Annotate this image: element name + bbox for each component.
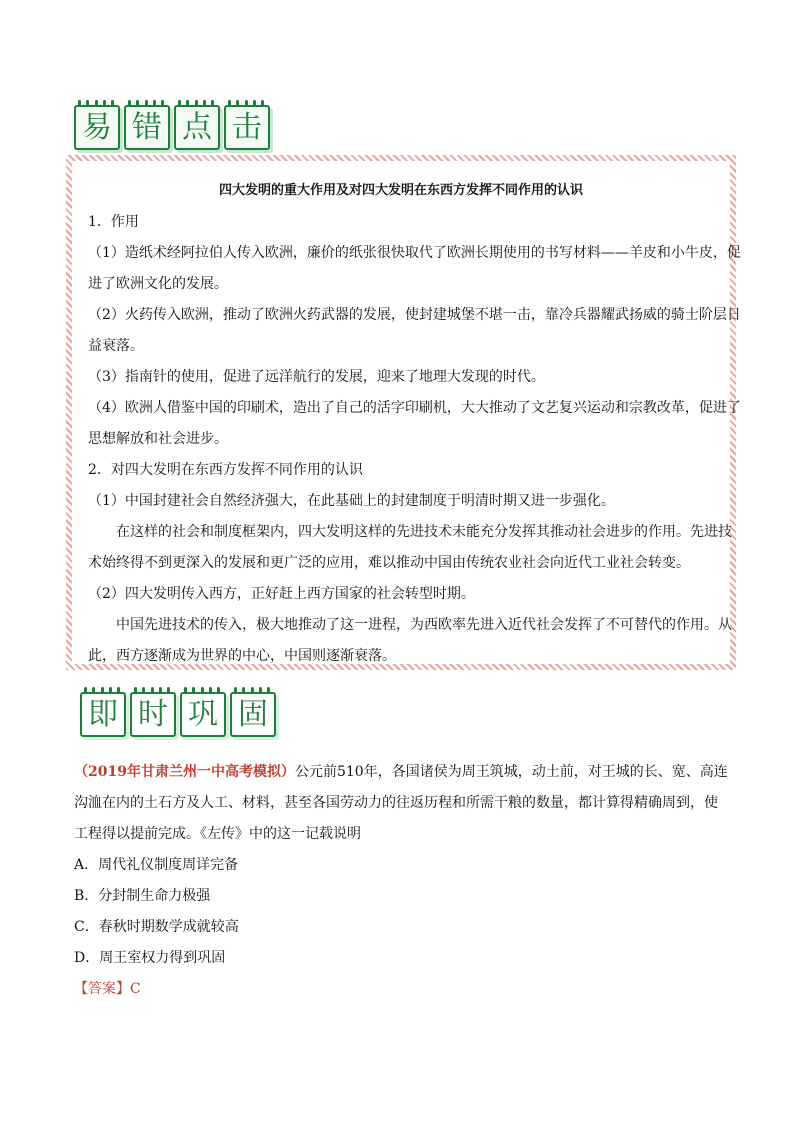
- knowledge-line: （2）火药传入欧洲，推动了欧洲火药武器的发展，使封建城堡不堪一击，靠冷兵器耀武扬威的骑士阶层日: [88, 307, 741, 323]
- knowledge-line: 益衰落。: [88, 338, 144, 354]
- question-stem-line: 沟洫在内的土石方及人工、材料，甚至各国劳动力的往返历程和所需干粮的数量，都计算得精确周到，使: [74, 795, 718, 811]
- question-stem-line: 工程得以提前完成。《左传》中的这一记载说明: [74, 826, 361, 842]
- knowledge-line: 术始终得不到更深入的发展和更广泛的应用，难以推动中国由传统农业社会向近代工业社会转变。: [88, 555, 690, 571]
- heading-char: 即: [80, 692, 126, 737]
- knowledge-line: 1．作用: [88, 214, 139, 230]
- heading-char: 击: [224, 105, 270, 150]
- option-b: B．分封制生命力极强: [74, 888, 211, 904]
- option-c: C．春秋时期数学成就较高: [74, 919, 239, 935]
- answer-label: 【答案】: [74, 981, 130, 997]
- heading-char: 时: [130, 692, 176, 737]
- knowledge-line: （2）四大发明传入西方，正好赶上西方国家的社会转型时期。: [88, 586, 475, 602]
- knowledge-line: 此，西方逐渐成为世界的中心，中国则逐渐衰落。: [88, 648, 396, 664]
- knowledge-line: （1）中国封建社会自然经济强大，在此基础上的封建制度于明清时期又进一步强化。: [88, 493, 615, 509]
- option-a: A．周代礼仪制度周详完备: [74, 857, 239, 873]
- heading-card: [224, 101, 268, 148]
- heading-card: [174, 101, 218, 148]
- knowledge-box-content: [78, 167, 741, 664]
- knowledge-line: 中国先进技术的传入，极大地推动了这一进程，为西欧率先进入近代社会发挥了不可替代的作用。从: [88, 617, 732, 633]
- heading-card: [124, 101, 168, 148]
- heading-char: 固: [230, 692, 276, 737]
- knowledge-line: （3）指南针的使用，促进了远洋航行的发展，迎来了地理大发现的时代。: [88, 369, 545, 385]
- answer-line: [74, 974, 724, 1005]
- knowledge-line: 2．对四大发明在东西方发挥不同作用的认识: [88, 462, 363, 478]
- knowledge-line: （1）造纸术经阿拉伯人传入欧洲，廉价的纸张很快取代了欧洲长期使用的书写材料——羊皮和小牛皮，促: [88, 245, 741, 261]
- knowledge-line: 进了欧洲文化的发展。: [88, 276, 228, 292]
- question-source: （2019年甘肃兰州一中高考模拟）: [74, 764, 295, 780]
- knowledge-line: 思想解放和社会进步。: [88, 431, 228, 447]
- heading-card: [74, 101, 118, 148]
- heading-char: 巩: [180, 692, 226, 737]
- heading-card: [230, 688, 274, 735]
- answer-value: C: [130, 981, 141, 997]
- heading-ji-shi-gong-gu: [80, 688, 274, 735]
- knowledge-title: 四大发明的重大作用及对四大发明在东西方发挥不同作用的认识: [218, 183, 583, 198]
- heading-card: [180, 688, 224, 735]
- option-d: D．周王室权力得到巩固: [74, 950, 226, 966]
- heading-char: 易: [74, 105, 120, 150]
- heading-char: 错: [124, 105, 170, 150]
- heading-yi-cuo-dian-ji: [74, 101, 268, 148]
- heading-card: [80, 688, 124, 735]
- knowledge-line: （4）欧洲人借鉴中国的印刷术，造出了自己的活字印刷机，大大推动了文艺复兴运动和宗教改革，促进了: [88, 400, 741, 416]
- knowledge-line: 在这样的社会和制度框架内，四大发明这样的先进技术未能充分发挥其推动社会进步的作用。先进技: [88, 524, 732, 540]
- question-stem-line: [74, 757, 728, 788]
- knowledge-box: [66, 155, 741, 670]
- question-stem-text: 公元前510年，各国诸侯为周王筑城，动土前，对王城的长、宽、高连: [294, 764, 728, 780]
- heading-card: [130, 688, 174, 735]
- heading-char: 点: [174, 105, 220, 150]
